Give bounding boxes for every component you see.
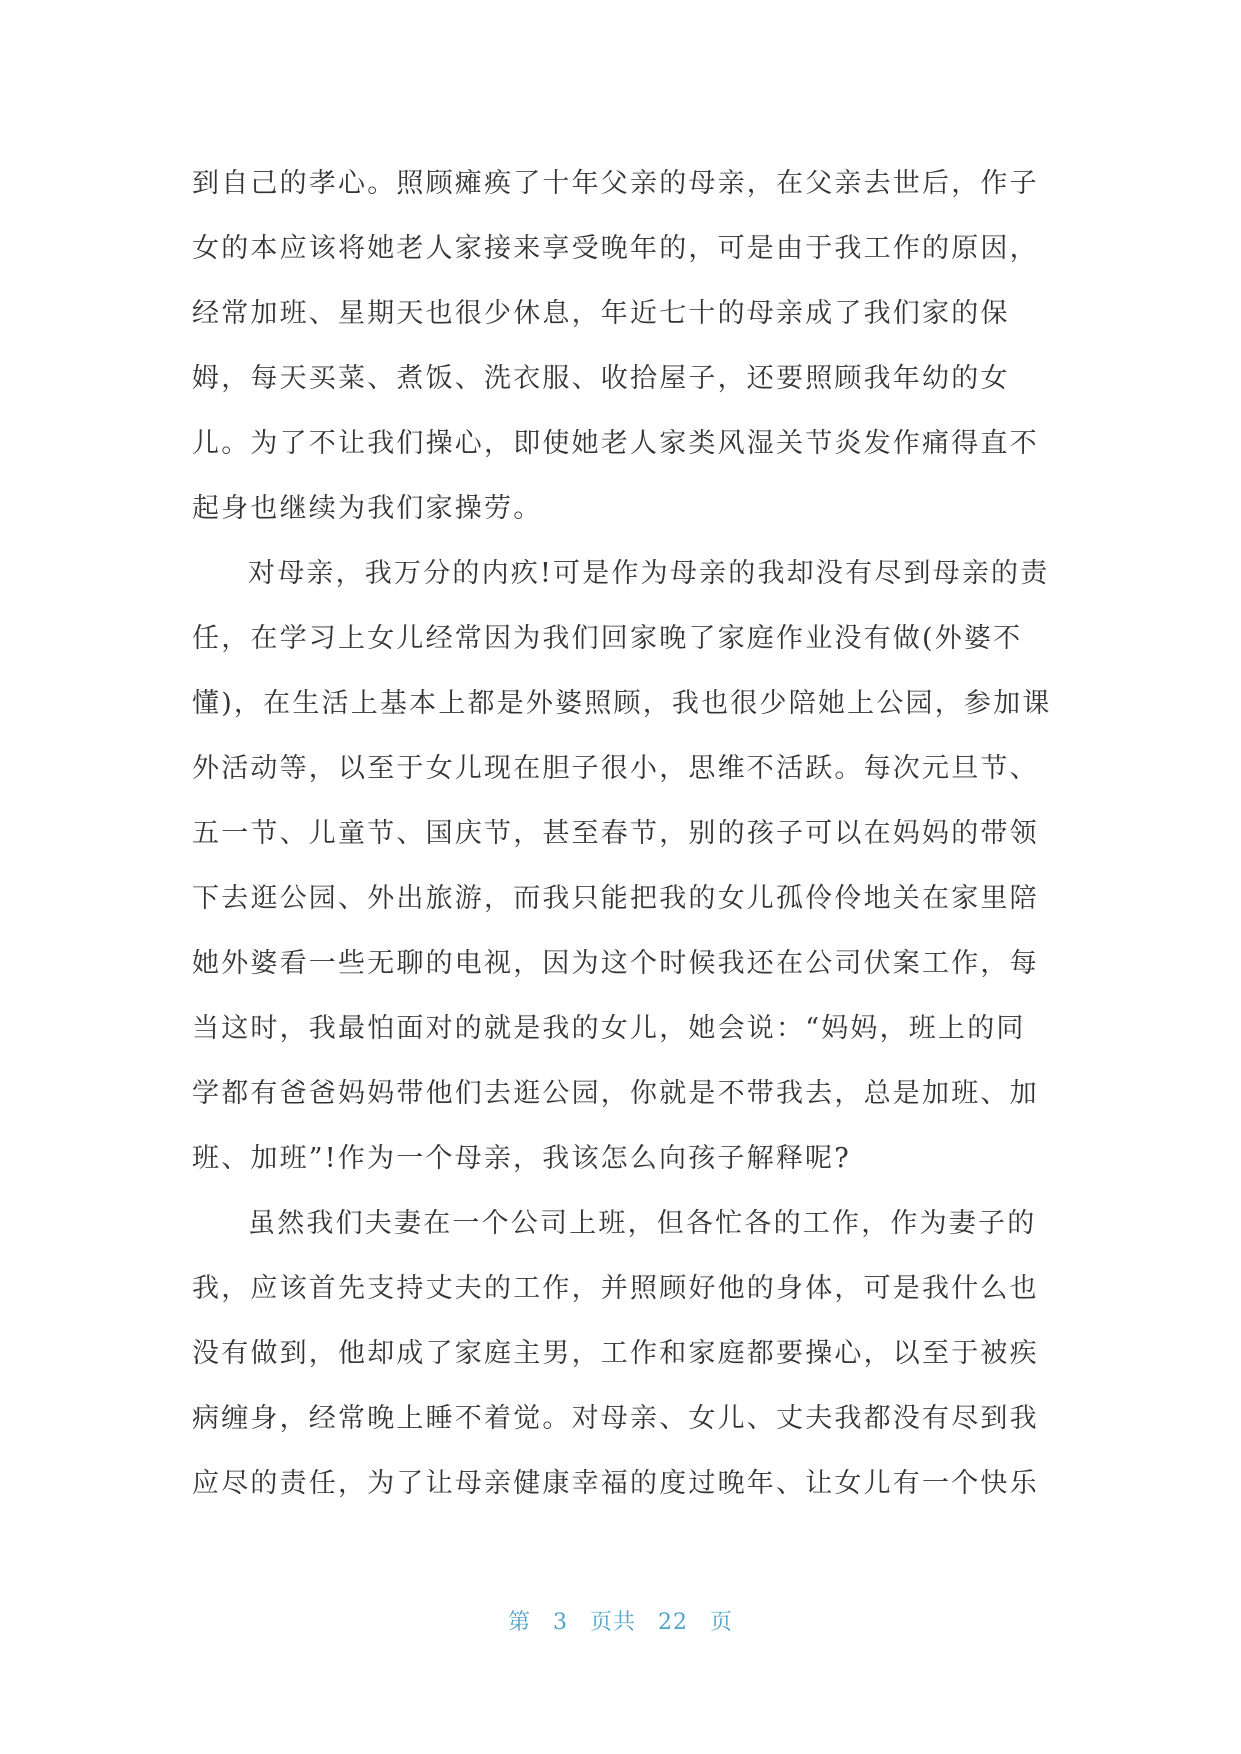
text-line: 她外婆看一些无聊的电视，因为这个时候我还在公司伏案工作，每	[192, 948, 1039, 979]
text-line: 下去逛公园、外出旅游，而我只能把我的女儿孤伶伶地关在家里陪	[192, 883, 1039, 914]
text-line: 外活动等，以至于女儿现在胆子很小，思维不活跃。每次元旦节、	[192, 753, 1039, 784]
text-line: 经常加班、星期天也很少休息，年近七十的母亲成了我们家的保	[192, 298, 1010, 329]
total-pages-number: 22	[658, 1610, 688, 1635]
text-line: 姆，每天买菜、煮饭、洗衣服、收拾屋子，还要照顾我年幼的女	[192, 363, 1010, 394]
text-line: 我，应该首先支持丈夫的工作，并照顾好他的身体，可是我什么也	[192, 1273, 1039, 1304]
text-line: 应尽的责任，为了让母亲健康幸福的度过晚年、让女儿有一个快乐	[192, 1468, 1039, 1499]
text-line: 女的本应该将她老人家接来享受晚年的，可是由于我工作的原因，	[192, 233, 1039, 264]
text-line: 没有做到，他却成了家庭主男，工作和家庭都要操心，以至于被疾	[192, 1338, 1039, 1369]
paragraph-start-line: 对母亲，我万分的内疚!可是作为母亲的我却没有尽到母亲的责	[248, 558, 1050, 589]
paragraph-start-line: 虽然我们夫妻在一个公司上班，但各忙各的工作，作为妻子的	[248, 1208, 1037, 1239]
text-line: 到自己的孝心。照顾瘫痪了十年父亲的母亲，在父亲去世后，作子	[192, 168, 1039, 199]
text-line: 班、加班”!作为一个母亲，我该怎么向孩子解释呢?	[192, 1143, 851, 1174]
text-line: 起身也继续为我们家操劳。	[192, 493, 543, 524]
current-page-number: 3	[552, 1610, 568, 1635]
text-line: 懂)，在生活上基本上都是外婆照顾，我也很少陪她上公园，参加课	[192, 688, 1052, 719]
text-line: 五一节、儿童节、国庆节，甚至春节，别的孩子可以在妈妈的带领	[192, 818, 1039, 849]
footer-suffix: 页	[710, 1610, 734, 1635]
text-line: 病缠身，经常晚上睡不着觉。对母亲、女儿、丈夫我都没有尽到我	[192, 1403, 1039, 1434]
page-footer	[0, 1605, 1241, 1636]
body-text	[192, 151, 1062, 1516]
text-line: 任，在学习上女儿经常因为我们回家晚了家庭作业没有做(外婆不	[192, 623, 1023, 654]
text-line: 儿。为了不让我们操心，即使她老人家类风湿关节炎发作痛得直不	[192, 428, 1039, 459]
text-line: 当这时，我最怕面对的就是我的女儿，她会说：“妈妈，班上的同	[192, 1013, 1026, 1044]
footer-middle: 页共	[589, 1610, 636, 1635]
footer-prefix: 第	[507, 1610, 531, 1635]
text-line: 学都有爸爸妈妈带他们去逛公园，你就是不带我去，总是加班、加	[192, 1078, 1039, 1109]
